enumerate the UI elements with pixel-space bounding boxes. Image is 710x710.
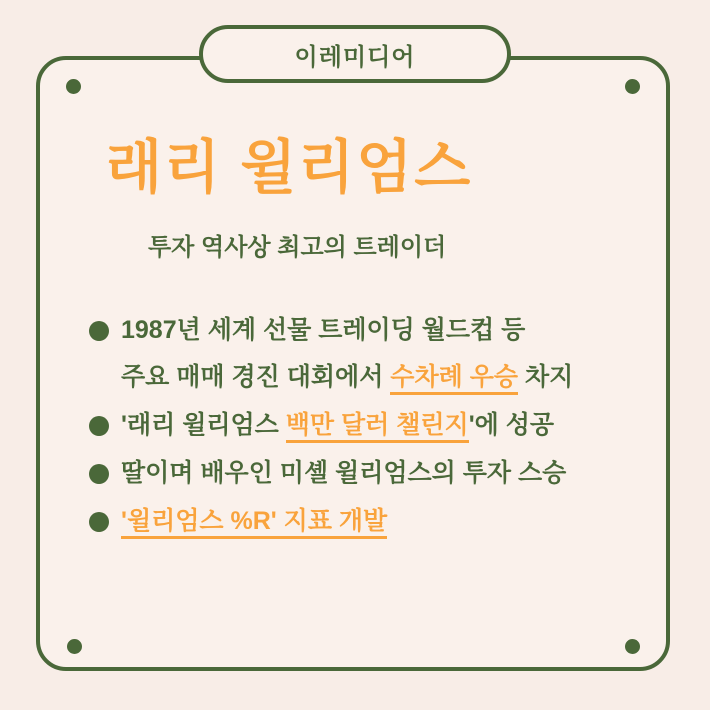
bullet-line [121,402,554,449]
bullet-text [121,307,573,401]
highlighted-text: 백만 달러 챌린지 [286,411,469,443]
bullet-text [121,498,387,545]
plain-text: 1987년 세계 선물 트레이딩 월드컵 등 [121,316,526,344]
plain-text: '래리 윌리엄스 [121,411,286,439]
bullet-text [121,450,566,497]
brand-badge [199,25,511,83]
bullet-line [121,450,566,497]
bullet-item [89,498,573,545]
highlighted-text: 수차례 우승 [390,363,518,395]
bullet-text [121,402,554,449]
bullet-line [121,307,573,354]
plain-text: 딸이며 배우인 미셸 윌리엄스의 투자 스승 [121,459,567,487]
page-title: 래리 윌리엄스 [106,135,473,200]
page-subtitle: 투자 역사상 최고의 트레이더 [148,234,447,261]
bullet-line [121,498,387,545]
bullet-line [121,354,573,401]
corner-dot-bottom-left [67,639,82,654]
bullet-dot-icon [89,321,109,341]
bullet-item [89,402,573,449]
content-card [36,56,670,671]
bullet-item [89,450,573,497]
plain-text: '에 성공 [468,411,555,439]
plain-text: 차지 [518,363,574,391]
bullet-dot-icon [89,464,109,484]
brand-badge-label: 이레미디어 [294,43,416,71]
corner-dot-top-left [66,79,81,94]
corner-dot-bottom-right [625,639,640,654]
bullet-dot-icon [89,512,109,532]
bullet-list [89,307,573,546]
bullet-dot-icon [89,416,109,436]
plain-text: 주요 매매 경진 대회에서 [121,363,391,391]
corner-dot-top-right [625,79,640,94]
bullet-item [89,307,573,401]
highlighted-text: '윌리엄스 %R' 지표 개발 [121,507,387,539]
